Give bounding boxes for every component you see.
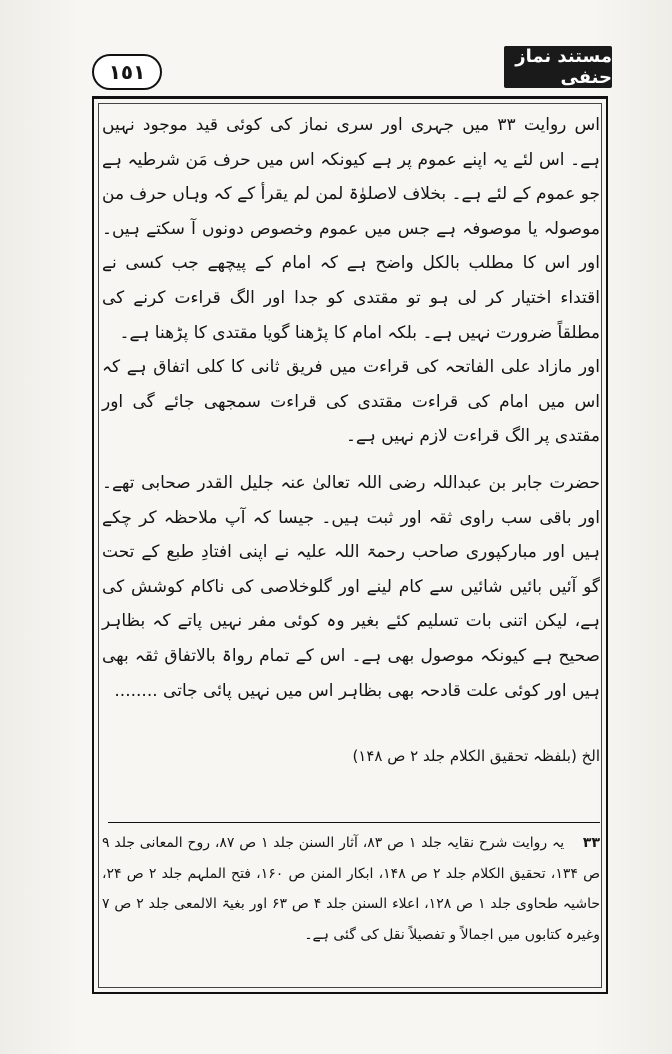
paragraph-1: اس روایت ۳۳ میں جہری اور سری نماز کی کوئی قید موجود نہیں ہے۔ اس لئے یہ اپنے عموم پر ہے کیونکہ اس میں حرف مَن شرطیہ ہے جو عموم کے لئے ہے۔ بخلاف لاصلوٰۃ لمن لم یقرأ کے کہ وہاں حرف من موصولہ یا موصوفہ ہے جس میں عموم وخصوص دونوں آ سکتے ہیں۔ اور اس کا مطلب بالکل واضح ہے کہ امام کے پیچھے جب کسی نے اقتداء اختیار کر لی ہو تو مقتدی کو جدا اور الگ قراءت کرنے کی مطلقاً ضرورت نہیں ہے۔ بلکہ امام کا پڑھنا گویا مقتدی کا پڑھنا ہے۔ bbox=[102, 115, 600, 343]
footnote-marker: ۳۳ bbox=[582, 835, 601, 851]
page-number: ١٥١ bbox=[92, 54, 162, 90]
footnote-divider bbox=[108, 822, 600, 823]
page-header bbox=[92, 46, 612, 94]
book-title: مستند نماز حنفی bbox=[504, 46, 612, 88]
footnote bbox=[102, 828, 600, 950]
citation-reference: الخ (بلفظہ تحقیق الکلام جلد ۲ ص ۱۴۸) bbox=[352, 747, 600, 765]
footnote-text: یہ روایت شرح نقایہ جلد ۱ ص ۸۳، آثار السنن جلد ۱ ص ۸۷، روح المعانی جلد ۹ ص ۱۳۴، تحقیق الکلام جلد ۲ ص ۱۴۸، ابکار المنن ص ۱۶۰، فتح الملہم جلد ۲ ص ۲۴، حاشیہ طحاوی جلد ۱ ص ۱۲۸، اعلاء السنن جلد ۴ ص ۶۳ اور بغیۃ الالمعی جلد ۲ ص ۷ وغیرہ کتابوں میں اجمالاً و تفصیلاً نقل کی گئی ہے۔ bbox=[102, 835, 601, 943]
paragraph-2: اور مازاد علی الفاتحہ کی قراءت میں فریق ثانی کا کلی اتفاق ہے کہ اس میں امام کی قراءت مقتدی کی قراءت سمجھی جائے گی اور مقتدی پر الگ قراءت لازم نہیں ہے۔ bbox=[102, 357, 600, 447]
main-text bbox=[102, 108, 600, 708]
paragraph-3: حضرت جابر بن عبداللہ رضی اللہ تعالیٰ عنہ جلیل القدر صحابی تھے۔ اور باقی سب راوی ثقہ اور ثبت ہیں۔ جیسا کہ آپ ملاحظہ کر چکے ہیں اور مبارکپوری صاحب رحمۃ اللہ علیہ نے اپنی افتادِ طبع کے تحت گو آئیں بائیں شائیں سے کام لینے اور گلوخلاصی کی ناکام کوشش کی ہے، لیکن اتنی بات تسلیم کئے بغیر وہ کوئی مفر نہیں پاتے کہ بظاہر صحیح ہے کیونکہ موصول بھی ہے۔ اس کے تمام رواۃ بالاتفاق ثقہ بھی ہیں اور کوئی علت قادحہ بھی بظاہر اس میں نہیں پائی جاتی ........ bbox=[102, 472, 600, 701]
